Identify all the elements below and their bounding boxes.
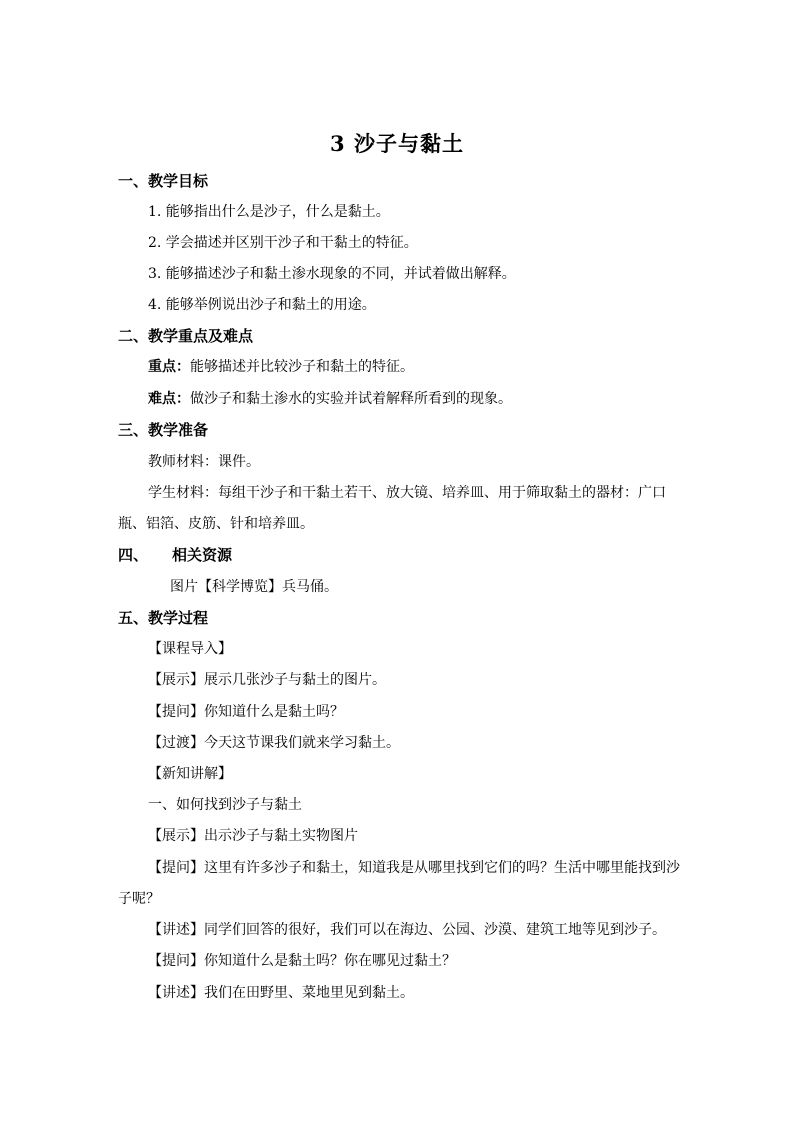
process-line: 【展示】出示沙子与黏土实物图片 [148, 828, 358, 844]
objective-item: 2. 学会描述并区别干沙子和干黏土的特征。 [148, 235, 418, 251]
section-heading-key-points: 二、教学重点及难点 [118, 327, 254, 345]
process-line: 【讲述】我们在田野里、菜地里见到黏土。 [148, 985, 414, 1001]
resources-text: 图片【科学博览】兵马俑。 [170, 579, 338, 595]
process-line: 【提问】你知道什么是黏土吗？你在哪见过黏土？ [148, 953, 456, 969]
difficulty-text: 做沙子和黏土渗水的实验并试着解释所看到的现象。 [190, 391, 512, 407]
key-point-label: 重点： [148, 359, 190, 375]
key-point-text: 能够描述并比较沙子和黏土的特征。 [190, 359, 414, 375]
process-line: 子呢？ [118, 891, 160, 907]
objective-item: 1. 能够指出什么是沙子，什么是黏土。 [148, 204, 390, 220]
section-heading-process: 五、教学过程 [118, 609, 209, 627]
process-line: 【过渡】今天这节课我们就来学习黏土。 [148, 735, 400, 751]
key-point-line [148, 357, 414, 377]
objective-item: 3. 能够描述沙子和黏土渗水现象的不同，并试着做出解释。 [148, 266, 516, 282]
process-line: 【新知讲解】 [148, 766, 232, 782]
student-materials-line-1: 学生材料：每组干沙子和干黏土若干、放大镜、培养皿、用于筛取黏土的器材：广口 [148, 485, 666, 501]
section-heading-text: 相关资源 [172, 546, 233, 564]
process-line: 【提问】这里有许多沙子和黏土，知道我是从哪里找到它们的吗？生活中哪里能找到沙 [148, 860, 680, 876]
page-title: 3 沙子与黏土 [330, 131, 464, 156]
difficulty-line [148, 389, 512, 409]
section-number: 四、 [118, 546, 149, 564]
section-heading-resources [118, 545, 232, 565]
section-heading-preparation: 三、教学准备 [118, 421, 209, 439]
process-line: 【讲述】同学们回答的很好，我们可以在海边、公园、沙漠、建筑工地等见到沙子。 [148, 922, 666, 938]
process-line: 【课程导入】 [148, 641, 232, 657]
teacher-materials: 教师材料：课件。 [148, 454, 260, 470]
objective-item: 4. 能够举例说出沙子和黏土的用途。 [148, 297, 376, 313]
process-line: 一、如何找到沙子与黏土 [148, 797, 302, 813]
process-line: 【提问】你知道什么是黏土吗？ [148, 704, 344, 720]
difficulty-label: 难点： [148, 391, 190, 407]
student-materials-line-2: 瓶、铝箔、皮筋、针和培养皿。 [118, 516, 314, 532]
process-line: 【展示】展示几张沙子与黏土的图片。 [148, 672, 386, 688]
section-heading-objectives: 一、教学目标 [118, 172, 209, 190]
